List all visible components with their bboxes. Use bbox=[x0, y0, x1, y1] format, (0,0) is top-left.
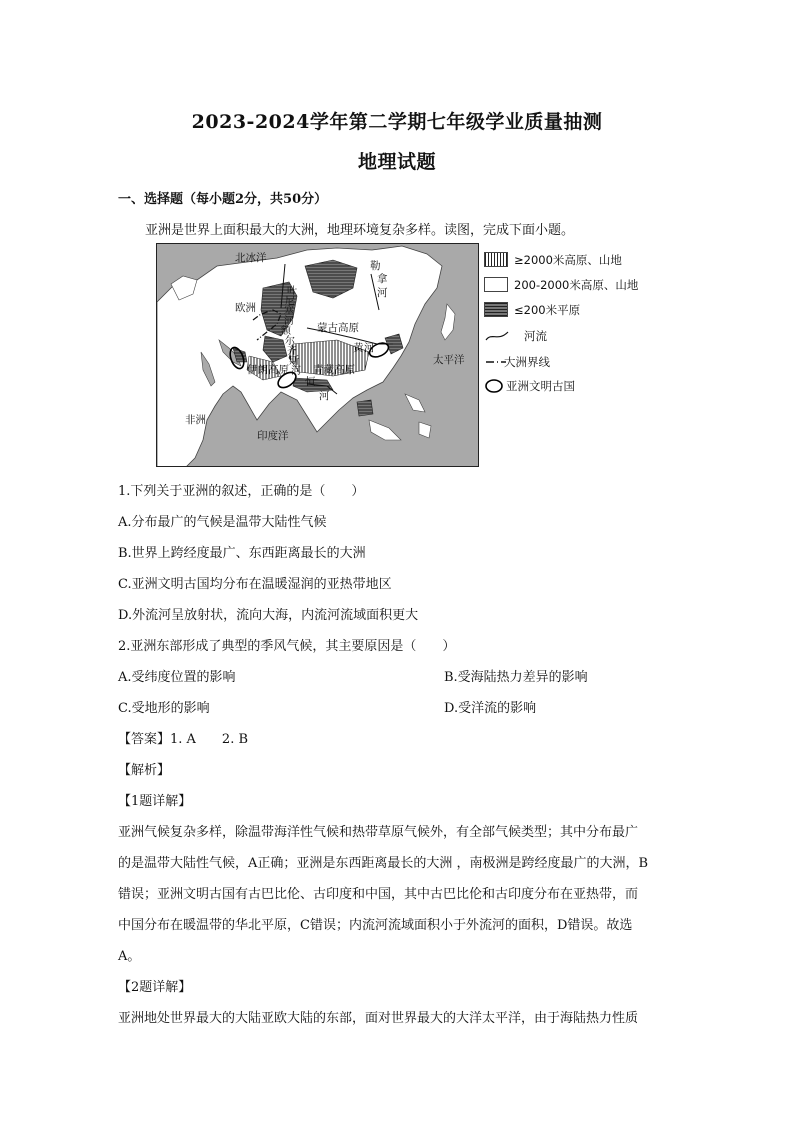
label-iranian-plateau: 伊朗高原 bbox=[247, 364, 289, 376]
label-yenisei-4: 河 bbox=[284, 316, 294, 327]
label-ganges-1: 恒 bbox=[305, 376, 316, 388]
label-lena-2: 拿 bbox=[377, 273, 388, 285]
label-yenisei-3: 塞 bbox=[284, 306, 294, 317]
label-europe: 欧洲 bbox=[235, 302, 256, 314]
exam-title: 2023-2024学年第二学期七年级学业质量抽测 bbox=[191, 111, 603, 133]
asia-map bbox=[156, 243, 479, 467]
q1-detail-line-3: 错误；亚洲文明古国有古巴比伦、古印度和中国，其中古巴比伦和古印度分布在亚热带，而 bbox=[118, 887, 639, 902]
label-mongolian-plateau: 蒙古高原 bbox=[317, 322, 359, 334]
question-intro: 亚洲是世界上面积最大的大洲，地理环境复杂多样。读图，完成下面小题。 bbox=[145, 223, 575, 238]
label-lena-1: 勒 bbox=[370, 260, 381, 272]
exam-subject: 地理试题 bbox=[357, 151, 436, 173]
q2-stem: 2.亚洲东部形成了典型的季风气候，其主要原因是（ ） bbox=[118, 639, 456, 654]
q2-detail-heading: 【2题详解】 bbox=[118, 980, 192, 995]
label-irtysh-2: 尔 bbox=[285, 336, 295, 347]
label-yellow-river-1: 黄 bbox=[353, 342, 364, 354]
q2-option-d: D.受洋流的影响 bbox=[444, 701, 537, 716]
label-arctic-ocean: 北冰洋 bbox=[235, 252, 267, 264]
q1-option-d: D.外流河呈放射状，流向大海，内流河流域面积更大 bbox=[118, 608, 419, 623]
label-irtysh-4: 斯 bbox=[289, 356, 299, 367]
q1-stem: 1.下列关于亚洲的叙述，正确的是（ ） bbox=[118, 484, 365, 499]
label-lena-3: 河 bbox=[377, 287, 388, 299]
q2-option-b: B.受海陆热力差异的影响 bbox=[444, 670, 588, 685]
label-tibetan-plateau: 青藏高原 bbox=[313, 364, 355, 376]
vertical-hatch-icon bbox=[484, 252, 508, 267]
label-yellow-river-2: 河 bbox=[364, 342, 375, 354]
label-irtysh-5: 河 bbox=[291, 366, 301, 377]
q1-detail-line-2: 的是温带大陆性气候，A正确；亚洲是东西距离最长的大洲 ，南极洲是跨经度最广的大洲，B bbox=[118, 856, 649, 871]
answer-line: 【答案】1. A 2. B bbox=[118, 732, 249, 747]
q1-detail-heading: 【1题详解】 bbox=[118, 794, 192, 809]
q1-option-a: A.分布最广的气候是温带大陆性气候 bbox=[118, 515, 327, 530]
q2-option-a: A.受纬度位置的影响 bbox=[118, 670, 236, 685]
section-heading: 一、选择题（每小题2分，共50分） bbox=[118, 192, 328, 207]
white-box-icon bbox=[484, 277, 508, 292]
q1-detail-line-1: 亚洲气候复杂多样，除温带海洋性气候和热带草原气候外，有全部气候类型；其中分布最广 bbox=[118, 825, 639, 840]
q2-detail-line-1: 亚洲地处世界最大的大陆亚欧大陆的东部，面对世界最大的大洋太平洋，由于海陆热力性质 bbox=[118, 1011, 639, 1026]
q1-detail-line-4: 中国分布在暖温带的华北平原，C错误；内流河流域面积小于外流河的面积，D错误。故选 bbox=[118, 918, 633, 933]
label-ganges-2: 河 bbox=[319, 390, 330, 402]
q1-option-c: C.亚洲文明古国均分布在温暖湿润的亚热带地区 bbox=[118, 577, 392, 592]
exam-page: 2023-2024学年第二学期七年级学业质量抽测 地理试题 一、选择题（每小题2分，共50分） 亚洲是世界上面积最大的大洲，地理环境复杂多样。读图，完成下面小题。 北冰洋 欧洲 勒 拿 河 叶 尼 塞 河 蒙古高原 额 尔 齐 斯 河 黄 河 伊朗高原 青藏高原 恒 河 太平洋 非洲 印度洋 ≥2000米高原、山地 200-2000米高原、山地 ≤200米平原 河流 大洲界线 亚洲文明古国 1.下列关于亚洲的叙述，正确的是（ ） A.分布最广的气候是温带大陆性气候 B.世界上跨经度最广、东西距离最长的大洲 C.亚洲文明古国均分布在温暖湿润的亚热带地区 D.外流河呈放射状，流向大海，内流河流域面积更大 2.亚洲东部形成了典型的季风气候，其主要原因是（ ） A.受纬度位置的影响 B.受海陆热力差异的影响 C.受地形的影响 D.受洋流的影响 【答案】1. A 2. B 【解析】 【1题详解】 亚洲气候复杂多样，除温带海洋性气候和热带草原气候外，有全部气候类型；其中分布最广 的是温带大陆性气候，A正确；亚洲是东西距离最长的大洲 ，南极洲是跨经度最广的大洲，B 错误；亚洲文明古国有古巴比伦、古印度和中国，其中古巴比伦和古印度分布在亚热带，而 中国分布在暖温带的华北平原，C错误；内流河流域面积小于外流河的面积，D错误。故选 A。 【2题详解】 亚洲地处世界最大的大陆亚欧大陆的东部，面对世界最大的大洋太平洋，由于海陆热力性质 bbox=[0, 0, 794, 1123]
label-indian-ocean: 印度洋 bbox=[257, 430, 289, 442]
q1-option-b: B.世界上跨经度最广、东西距离最长的大洲 bbox=[118, 546, 366, 561]
river-line-icon bbox=[484, 328, 510, 344]
label-pacific-ocean: 太平洋 bbox=[433, 354, 465, 366]
analysis-heading: 【解析】 bbox=[118, 763, 171, 778]
dark-horizontal-hatch-icon bbox=[484, 302, 508, 317]
q1-detail-line-5: A。 bbox=[118, 949, 141, 964]
label-irtysh-1: 额 bbox=[281, 326, 291, 337]
label-africa: 非洲 bbox=[185, 414, 206, 426]
label-irtysh-3: 齐 bbox=[287, 346, 297, 357]
label-yenisei-1: 叶 bbox=[287, 286, 297, 297]
q2-option-c: C.受地形的影响 bbox=[118, 701, 210, 716]
label-yenisei-2: 尼 bbox=[285, 296, 295, 307]
